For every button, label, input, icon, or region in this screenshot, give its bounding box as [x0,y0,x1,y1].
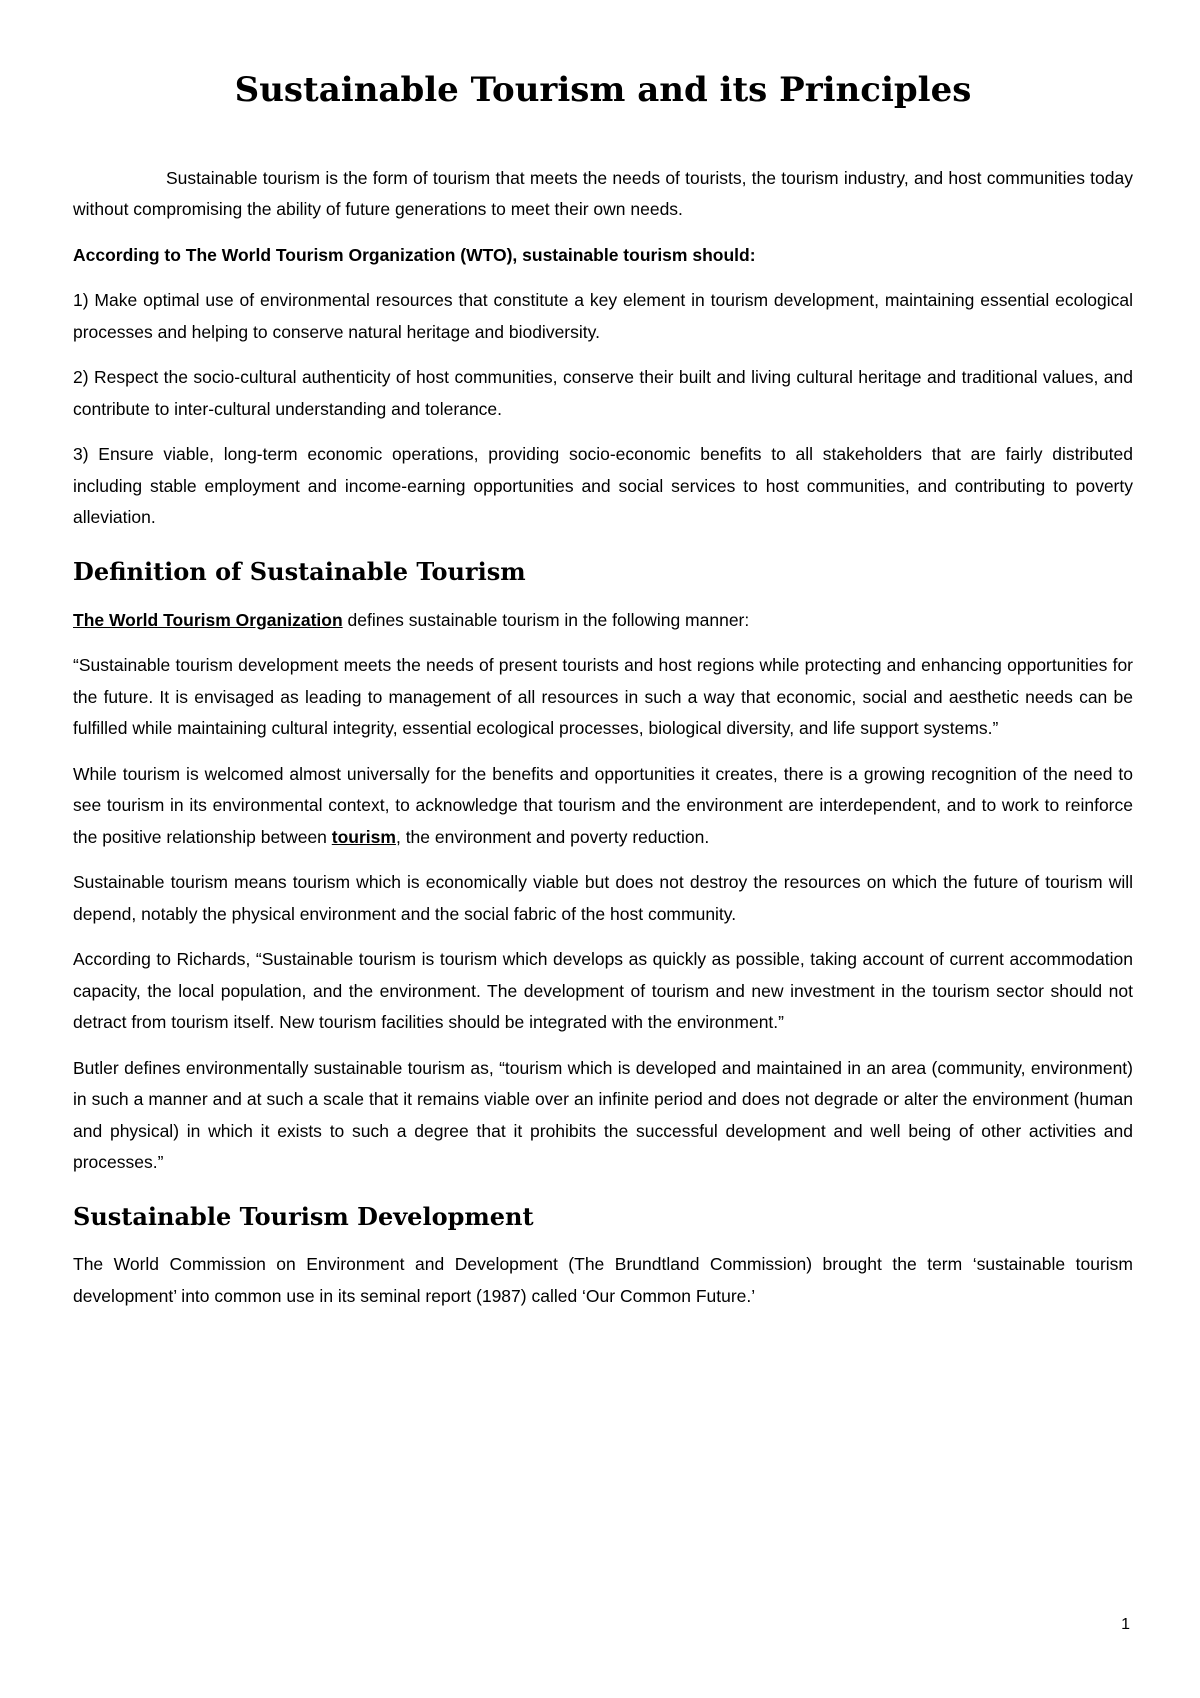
page-number: 1 [1121,1616,1130,1633]
wto-lead-paragraph: According to The World Tourism Organization (WTO), sustainable tourism should: [73,244,756,265]
tourism-link[interactable]: tourism [331,826,396,847]
wto-link[interactable]: The World Tourism Organization [73,609,343,630]
document-body [73,70,1133,1326]
butler-paragraph: Butler defines environmentally sustainable tourism as, “tourism which is developed and maintained in an area (community, environment) in such a manner and at such a scale that it remains viable over an infinite period and does not degrade or alter the environment (human and physical) in which it exists to such a degree that it prohibits the successful development and well being of other activities and processes.” [73,1057,1133,1173]
wto-definition-intro [73,605,1133,637]
development-paragraph: The World Commission on Environment and Development (The Brundtland Commission) brought the term ‘sustainable tourism development’ into common use in its seminal report (1987) called ‘Our Common Future.’ [73,1254,1133,1306]
wto-quote-paragraph: “Sustainable tourism development meets the needs of present tourists and host regions while protecting and enhancing opportunities for the future. It is envisaged as leading to management of all resources in such a way that economic, social and aesthetic needs can be fulfilled while maintaining cultural integrity, essential ecological processes, biological diversity, and life support systems.” [73,655,1133,739]
welcomed-text-after: , the environment and poverty reduction. [395,826,710,847]
principle-2: 2) Respect the socio-cultural authenticity of host communities, conserve their built and living cultural heritage and traditional values, and contribute to inter-cultural understanding and tolerance. [73,367,1133,419]
means-paragraph: Sustainable tourism means tourism which is economically viable but does not destroy the resources on which the future of tourism will depend, notably the physical environment and the social fabric of the host community. [73,872,1133,924]
development-heading: Sustainable Tourism Development [73,1201,534,1231]
principle-3: 3) Ensure viable, long-term economic operations, providing socio-economic benefits to all stakeholders that are fairly distributed including stable employment and income-earning opportunities and social services to host communities, and contributing to poverty alleviation. [73,444,1133,528]
wto-definition-rest: defines sustainable tourism in the following manner: [342,609,750,630]
document-title: Sustainable Tourism and its Principles [234,70,972,110]
welcomed-text-before: While tourism is welcomed almost universally for the benefits and opportunities it creates, there is a growing recognition of the need to see tourism in its environmental context, to acknowledge that tourism and the environment are interdependent, and to work to reinforce the positive relationship between [73,763,1133,847]
definition-heading: Definition of Sustainable Tourism [73,556,526,586]
welcomed-paragraph [73,759,1133,854]
intro-paragraph: Sustainable tourism is the form of tourism that meets the needs of tourists, the tourism industry, and host communities today without compromising the ability of future generations to meet their own needs. [73,167,1133,220]
richards-paragraph: According to Richards, “Sustainable tourism is tourism which develops as quickly as possible, taking account of current accommodation capacity, the local population, and the environment. The development of tourism and new investment in the tourism sector should not detract from tourism itself. New tourism facilities should be integrated with the environment.” [73,949,1133,1033]
principle-1: 1) Make optimal use of environmental resources that constitute a key element in tourism development, maintaining essential ecological processes and helping to conserve natural heritage and biodiversity. [73,290,1133,342]
